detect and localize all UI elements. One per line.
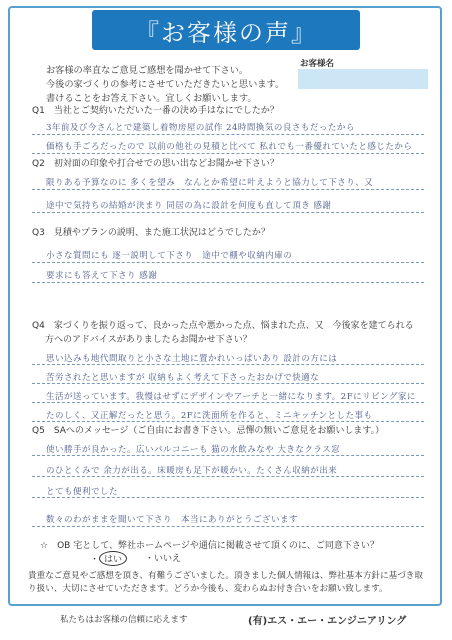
question-id: Q3: [32, 228, 45, 238]
answer-line: [32, 282, 424, 283]
question-q2: [32, 157, 279, 171]
customer-name-label: お客様名: [300, 59, 335, 69]
answer-handwriting: 価格も手ごろだったので 以前の他社の見積と比べて 私れでも一番優れていたと感じたから: [46, 142, 413, 152]
answer-line: [32, 526, 424, 527]
answer-line: [32, 402, 424, 403]
customer-name-field[interactable]: [298, 69, 428, 89]
question-q3: [32, 226, 270, 240]
question-text: 初対面の印象や打合せでの思い出などお聞かせ下さい？: [53, 159, 279, 169]
answer-handwriting: 途中で気持ちの結婚が決まり 同居の為に設計を何度も直して頂き 感謝: [46, 201, 332, 211]
answer-handwriting: たのしく、又正解だったと思う。2Fに洗面所を作ると、ミニキッチンとした事も: [46, 411, 373, 421]
consent-yes-option[interactable]: ・ はい: [90, 551, 127, 566]
answer-line: [32, 189, 424, 190]
question-id: Q4: [32, 321, 45, 331]
intro-line: 今後の家づくりの参考にさせていただきたいと思います。: [46, 79, 285, 90]
question-id: Q5: [32, 426, 45, 436]
question-q4: [32, 319, 414, 347]
footer-tagline: 私たちはお客様の信頼に応えます: [60, 615, 188, 625]
question-q5: [32, 424, 384, 438]
intro-line: お客様の率直なご意見ご感想を聞かせて下さい。: [46, 65, 249, 76]
question-id: Q1: [32, 106, 45, 116]
answer-line: [32, 134, 424, 135]
answer-handwriting: とても便利でした: [46, 487, 119, 497]
answer-line: [32, 455, 424, 456]
answer-line: [32, 364, 424, 365]
consent-yes-label: はい: [99, 551, 127, 566]
answer-handwriting: 限りある予算なのに 多くを望み なんとか希望に叶えようと協力して下さり、又: [46, 178, 374, 188]
answer-line: [32, 262, 424, 263]
answer-line: [32, 421, 424, 422]
answer-handwriting: 使い勝手が良かった。広いパルコニーも 猫の水飲みなや 大きなクラス窓: [46, 445, 341, 455]
consent-no-label: いいえ: [154, 554, 182, 564]
answer-handwriting: 苦労されたと思いますが 収納もよく考えて下さったおかげで快適な: [46, 373, 320, 383]
answer-handwriting: 思い込みも地代間取りと小さな土地に置かれいっぱいあり 設計の方には: [46, 354, 338, 364]
question-id: Q2: [32, 159, 45, 169]
answer-handwriting: 数々のわがままを聞いて下さり 本当にありがとうございます: [46, 515, 299, 525]
answer-handwriting: 小さな質問にも 逐一説明して下さり 途中で棚や収納内庫の: [46, 251, 293, 261]
answer-handwriting: 3年前及び今さんとで建築し着物房屋の試作 24時間換気の良さもだったから: [46, 123, 355, 133]
intro-text: [46, 64, 296, 106]
answer-line: [32, 497, 424, 498]
ob-consent-text: OB 宅として、弊社ホームページや通信に掲載させて頂くのに、ご同意下さい？: [57, 541, 379, 551]
question-text: 見積やプランの説明、また施工状況はどうでしたか？: [53, 228, 270, 238]
answer-handwriting: のひとくみで 余力が出る。床暖房も足下が暖かい。たくさん収納が出来: [46, 466, 338, 476]
question-q1: [32, 104, 279, 118]
company-name: (有)エス・エー・エンジニアリング: [248, 616, 407, 627]
ob-consent-question: ☆ OB 宅として、弊社ホームページや通信に掲載させて頂くのに、ご同意下さい？: [40, 541, 379, 551]
question-text: SAへのメッセージ（ご自由にお書き下さい。忌憚の無いご意見をお願いします。）: [53, 426, 385, 436]
page-title: 『お客様の声』: [92, 10, 360, 50]
consent-no-option[interactable]: ・いいえ: [145, 554, 182, 564]
question-text: 当社とご契約いただいた一番の決め手はなにでしたか？: [53, 106, 279, 116]
question-text: 方へのアドバイスがありましたらお聞かせ下さい？: [45, 335, 252, 345]
answer-line: [32, 153, 424, 154]
answer-handwriting: 生活が送っています。我慢はせずにデザインやアーチと一緒になります。2Fにリビング家に: [46, 392, 416, 402]
answer-line: [32, 476, 424, 477]
answer-line: [32, 383, 424, 384]
question-text: 家づくりを振り返って、良かった点や悪かった点、悩まれた点、又 今後家を建てられる: [53, 321, 414, 331]
closing-message: 貴重なご意見やご感想を頂き、有難うございました。頂きました個人情報は、弊社基本方針に基づき取り扱い、大切にさせていただきます。どうか今後も、変わらぬお付き合いをお願い致します。: [28, 571, 423, 594]
answer-line: [32, 212, 424, 213]
answer-handwriting: 要求にも答えて下さり 感謝: [46, 271, 158, 281]
intro-line: 書けることをお答え下さい。宜しくお願いします。: [46, 93, 257, 104]
